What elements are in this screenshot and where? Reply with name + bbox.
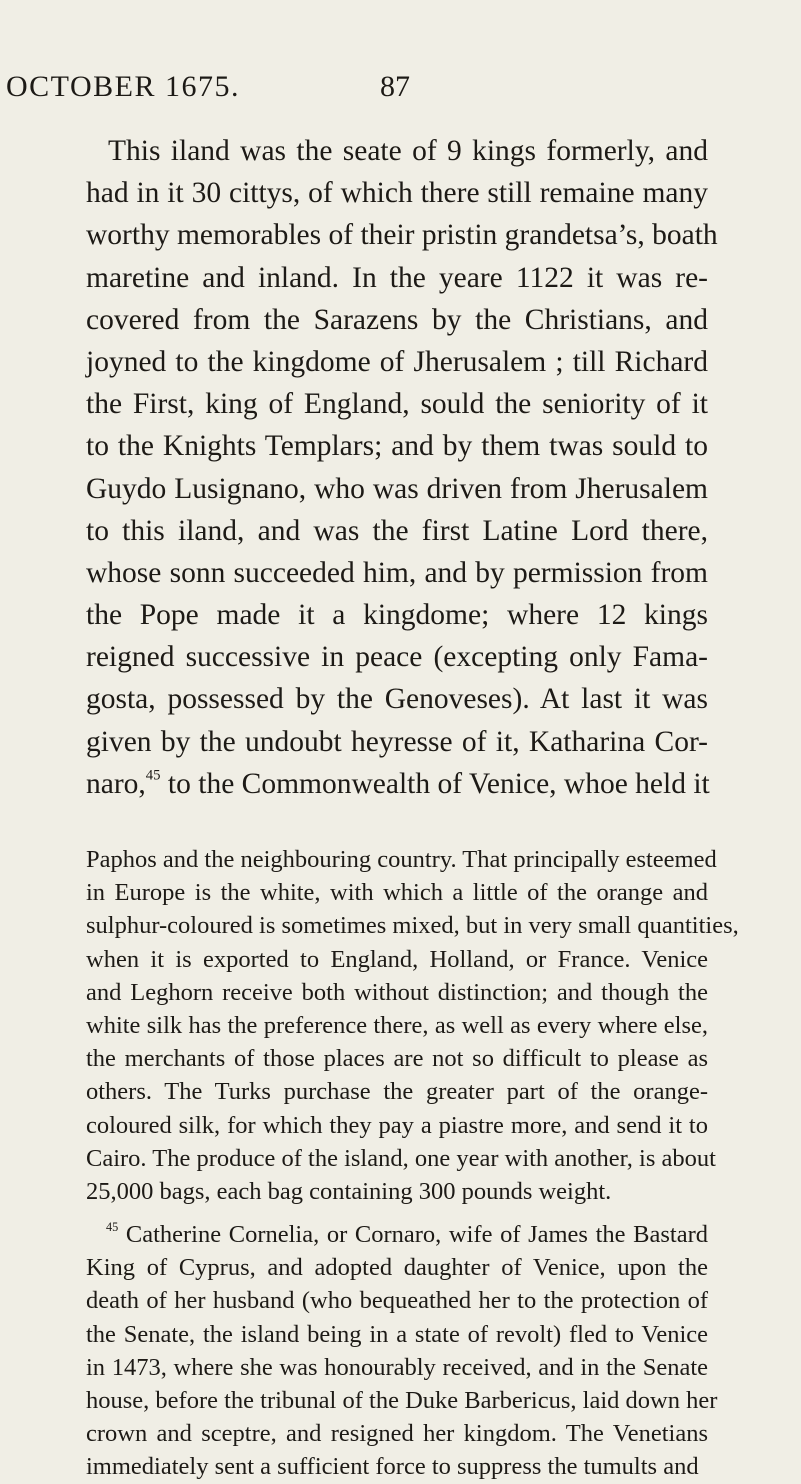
main-text-line: whose sonn succeeded him, and by permission from [86,556,708,589]
main-text-line: to the Knights Templars; and by them twas sould to [86,430,708,463]
note-text-line: sulphur-coloured is sometimes mixed, but in very small quantities, [86,912,739,940]
footnote-line [86,1218,708,1251]
main-text-line: This iland was the seate of 9 kings formerly, and [108,135,708,167]
running-head: OCTOBER 1675. [6,70,240,103]
note-text-line: others. The Turks purchase the greater part of the orange- [86,1078,708,1106]
note-text-line: Cairo. The produce of the island, one year with another, is about [86,1144,716,1172]
main-text-line: the Pope made it a kingdome; where 12 kings [86,599,708,632]
note-text-line: in Europe is the white, with which a little of the orange and [86,879,708,907]
note-text-line: Paphos and the neighbouring country. That principally esteemed [86,846,717,873]
page-number: 87 [380,70,410,103]
footnote-fragment: Catherine Cornelia, or Cornaro, wife of James the Bastard [118,1221,708,1249]
main-text-line: the First, king of England, sould the seniority of it [86,388,708,421]
main-text-fragment: to the Commonwealth of Venice, whoe held it [160,767,710,800]
note-text-line: when it is exported to England, Holland, or France. Venice [86,945,708,973]
main-text-line: given by the undoubt heyresse of it, Katharina Cor- [86,725,708,758]
footnote-reference: 45 [145,767,161,784]
footnote-line: crown and sceptre, and resigned her kingdom. The Venetians [86,1420,708,1448]
note-text-line: coloured silk, for which they pay a piastre more, and send it to [86,1111,708,1139]
page-header [0,70,801,110]
footnote-marker: 45 [106,1220,119,1235]
main-text-line: covered from the Sarazens by the Christians, and [86,303,708,336]
main-text-line: maretine and inland. In the yeare 1122 it was re- [86,261,708,294]
main-text-line: Guydo Lusignano, who was driven from Jherusalem [86,472,708,505]
page-body [86,130,739,1484]
main-text-line: reigned successive in peace (excepting only Fama- [86,641,708,674]
footnote-line: immediately sent a sufficient force to suppress the tumults and [86,1453,699,1481]
editorial-note-block [86,843,739,1208]
note-text-line: and Leghorn receive both without distinction; and though the [86,978,708,1006]
footnote-line: the Senate, the island being in a state of revolt) fled to Venice [86,1320,708,1348]
footnote-line: King of Cyprus, and adopted daughter of Venice, upon the [86,1254,708,1282]
footnote-line: in 1473, where she was honourably received, and in the Senate [86,1353,708,1381]
main-text-line [86,763,708,805]
main-text-line: had in it 30 cittys, of which there still remaine many [86,177,708,210]
main-text-line: joyned to the kingdome of Jherusalem ; till Richard [86,345,708,378]
main-text-line: worthy memorables of their pristin grandetsa’s, boath [86,219,718,252]
footnote-block [86,1218,718,1484]
main-text-fragment: naro, [86,767,146,800]
main-text-block [86,130,718,805]
footnote-line: house, before the tribunal of the Duke Barbericus, laid down her [86,1387,718,1414]
note-text-line: the merchants of those places are not so difficult to please as [86,1045,708,1073]
footnote-line: death of her husband (who bequeathed her to the protection of [86,1287,708,1315]
note-text-line: 25,000 bags, each bag containing 300 pounds weight. [86,1177,612,1205]
main-text-line: to this iland, and was the first Latine Lord there, [86,514,708,547]
note-text-line: white silk has the preference there, as well as every where else, [86,1011,708,1039]
main-text-line: gosta, possessed by the Genoveses). At last it was [86,683,708,716]
